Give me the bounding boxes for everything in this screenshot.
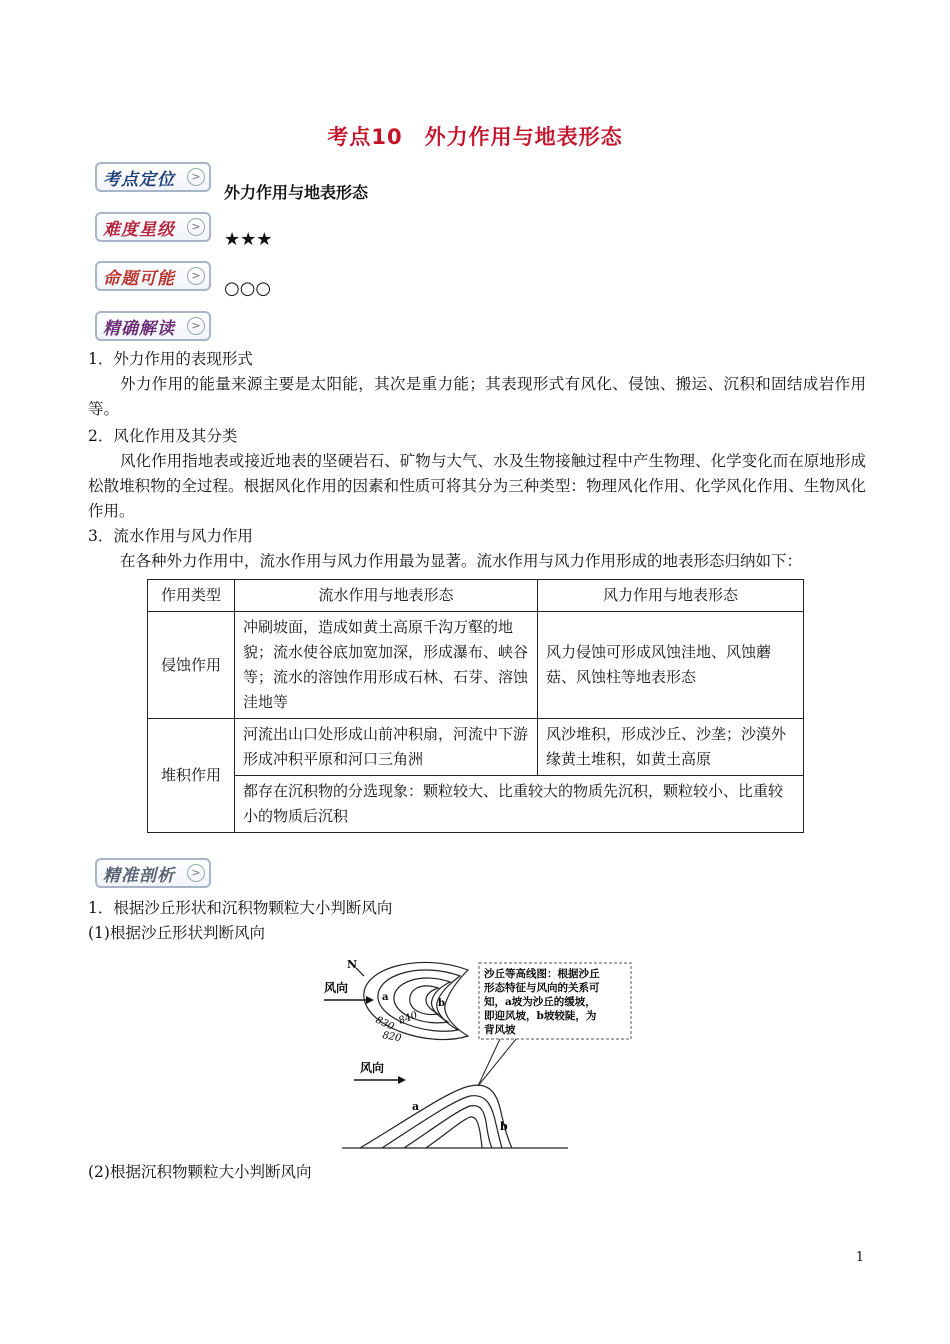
analysis-sub-2: (2)根据沉积物颗粒大小判断风向 xyxy=(88,1163,312,1181)
chevron-right-icon: > xyxy=(187,168,205,186)
profile-wind-label: 风向 xyxy=(360,1061,385,1075)
section-3-body: 在各种外力作用中，流水作用与风力作用最为显著。流水作用与风力作用形成的地表形态归纳如下： xyxy=(120,552,803,570)
table-header: 流水作用与地表形态 xyxy=(235,580,538,612)
section-2-heading: 2．风化作用及其分类 xyxy=(88,427,238,445)
section-1-body: 外力作用的能量来源主要是太阳能，其次是重力能；其表现形式有风化、侵蚀、搬运、沉积和固结成岩作用等。 xyxy=(88,375,866,418)
badge-label: 考点定位 xyxy=(103,169,175,190)
badge-label: 命题可能 xyxy=(103,268,175,289)
badge-difficulty xyxy=(95,212,211,242)
section-3-heading: 3．流水作用与风力作用 xyxy=(88,527,253,545)
slope-b-label: b xyxy=(438,998,445,1009)
page-number: 1 xyxy=(855,1250,864,1265)
sand-dune-figure xyxy=(320,950,640,1155)
badge-exam-point xyxy=(95,162,211,192)
page-title: 考点10 外力作用与地表形态 xyxy=(327,125,623,149)
badge-label: 精确解读 xyxy=(103,318,175,339)
badge-value-likelihood: ○○○ xyxy=(224,278,272,299)
wind-arrow-icon xyxy=(366,996,374,1004)
callout-line: 知，a坡为沙丘的缓坡， xyxy=(484,996,596,1008)
analysis-sub-1: (1)根据沙丘形状判断风向 xyxy=(88,924,265,942)
badge-value-difficulty-stars: ★★★ xyxy=(224,229,273,250)
table-header: 风力作用与地表形态 xyxy=(538,580,804,612)
badge-interpretation xyxy=(95,311,211,341)
table-cell-deposition-common: 都存在沉积物的分选现象：颗粒较大、比重较大的物质先沉积，颗粒较小、比重较小的物质后沉积 xyxy=(235,776,804,833)
table-row-erosion xyxy=(148,612,804,719)
callout-line: 背风坡 xyxy=(484,1024,516,1036)
landform-table xyxy=(147,579,804,833)
table-header: 作用类型 xyxy=(148,580,235,612)
chevron-right-icon: > xyxy=(187,317,205,335)
table-cell-deposition-label: 堆积作用 xyxy=(148,719,235,833)
chevron-right-icon: > xyxy=(187,267,205,285)
table-cell-deposition-wind: 风沙堆积，形成沙丘、沙垄；沙漠外缘黄土堆积，如黄土高原 xyxy=(538,719,804,776)
profile-a-label: a xyxy=(412,1100,420,1113)
section-2-body: 风化作用指地表或接近地表的坚硬岩石、矿物与大气、水及生物接触过程中产生物理、化学变化而在原地形成松散堆积物的全过程。根据风化作用的因素和性质可将其分为三种类型：物理风化作用、化学风化作用、生物风化作用。 xyxy=(88,452,866,520)
table-cell-deposition-water: 河流出山口处形成山前冲积扇，河流中下游形成冲积平原和河口三角洲 xyxy=(235,719,538,776)
slope-a-label: a xyxy=(382,992,389,1003)
table-row-deposition xyxy=(148,719,804,776)
contour-label: 840 xyxy=(397,1009,419,1027)
contour-label: 820 xyxy=(381,1030,403,1045)
badge-likelihood xyxy=(95,261,211,291)
badge-label: 难度星级 xyxy=(103,219,175,240)
profile-b-label: b xyxy=(500,1120,508,1133)
callout-line: 即迎风坡，b坡较陡，为 xyxy=(484,1010,597,1022)
analysis-heading: 1．根据沙丘形状和沉积物颗粒大小判断风向 xyxy=(88,899,393,917)
badge-value-exam-point: 外力作用与地表形态 xyxy=(224,183,369,202)
north-arrow-icon xyxy=(356,968,364,976)
profile-layer xyxy=(426,1117,482,1148)
wind-label: 风向 xyxy=(324,981,349,995)
table-cell-erosion-water: 冲刷坡面，造成如黄土高原千沟万壑的地貌；流水使谷底加宽加深，形成瀑布、峡谷等；流水的溶蚀作用形成石林、石芽、溶蚀洼地等 xyxy=(235,612,538,719)
wind-arrow-icon xyxy=(398,1076,406,1084)
callout-line: 沙丘等高线图：根据沙丘 xyxy=(484,968,600,980)
table-header-row xyxy=(148,580,804,612)
badge-label: 精准剖析 xyxy=(103,865,175,886)
dune-contour-map xyxy=(324,958,468,1044)
table-cell-erosion-wind: 风力侵蚀可形成风蚀洼地、风蚀蘑菇、风蚀柱等地表形态 xyxy=(538,612,804,719)
badge-analysis xyxy=(95,858,211,888)
chevron-right-icon: > xyxy=(187,864,205,882)
dune-profile xyxy=(342,1060,568,1148)
section-1-heading: 1．外力作用的表现形式 xyxy=(88,350,253,368)
callout-line: 形态特征与风向的关系可 xyxy=(484,982,600,994)
table-row-deposition-common xyxy=(148,776,804,833)
contour-label: 830 xyxy=(373,1014,396,1033)
table-cell-erosion-label: 侵蚀作用 xyxy=(148,612,235,719)
north-label: N xyxy=(347,958,358,971)
callout-box xyxy=(478,963,631,1086)
chevron-right-icon: > xyxy=(187,218,205,236)
